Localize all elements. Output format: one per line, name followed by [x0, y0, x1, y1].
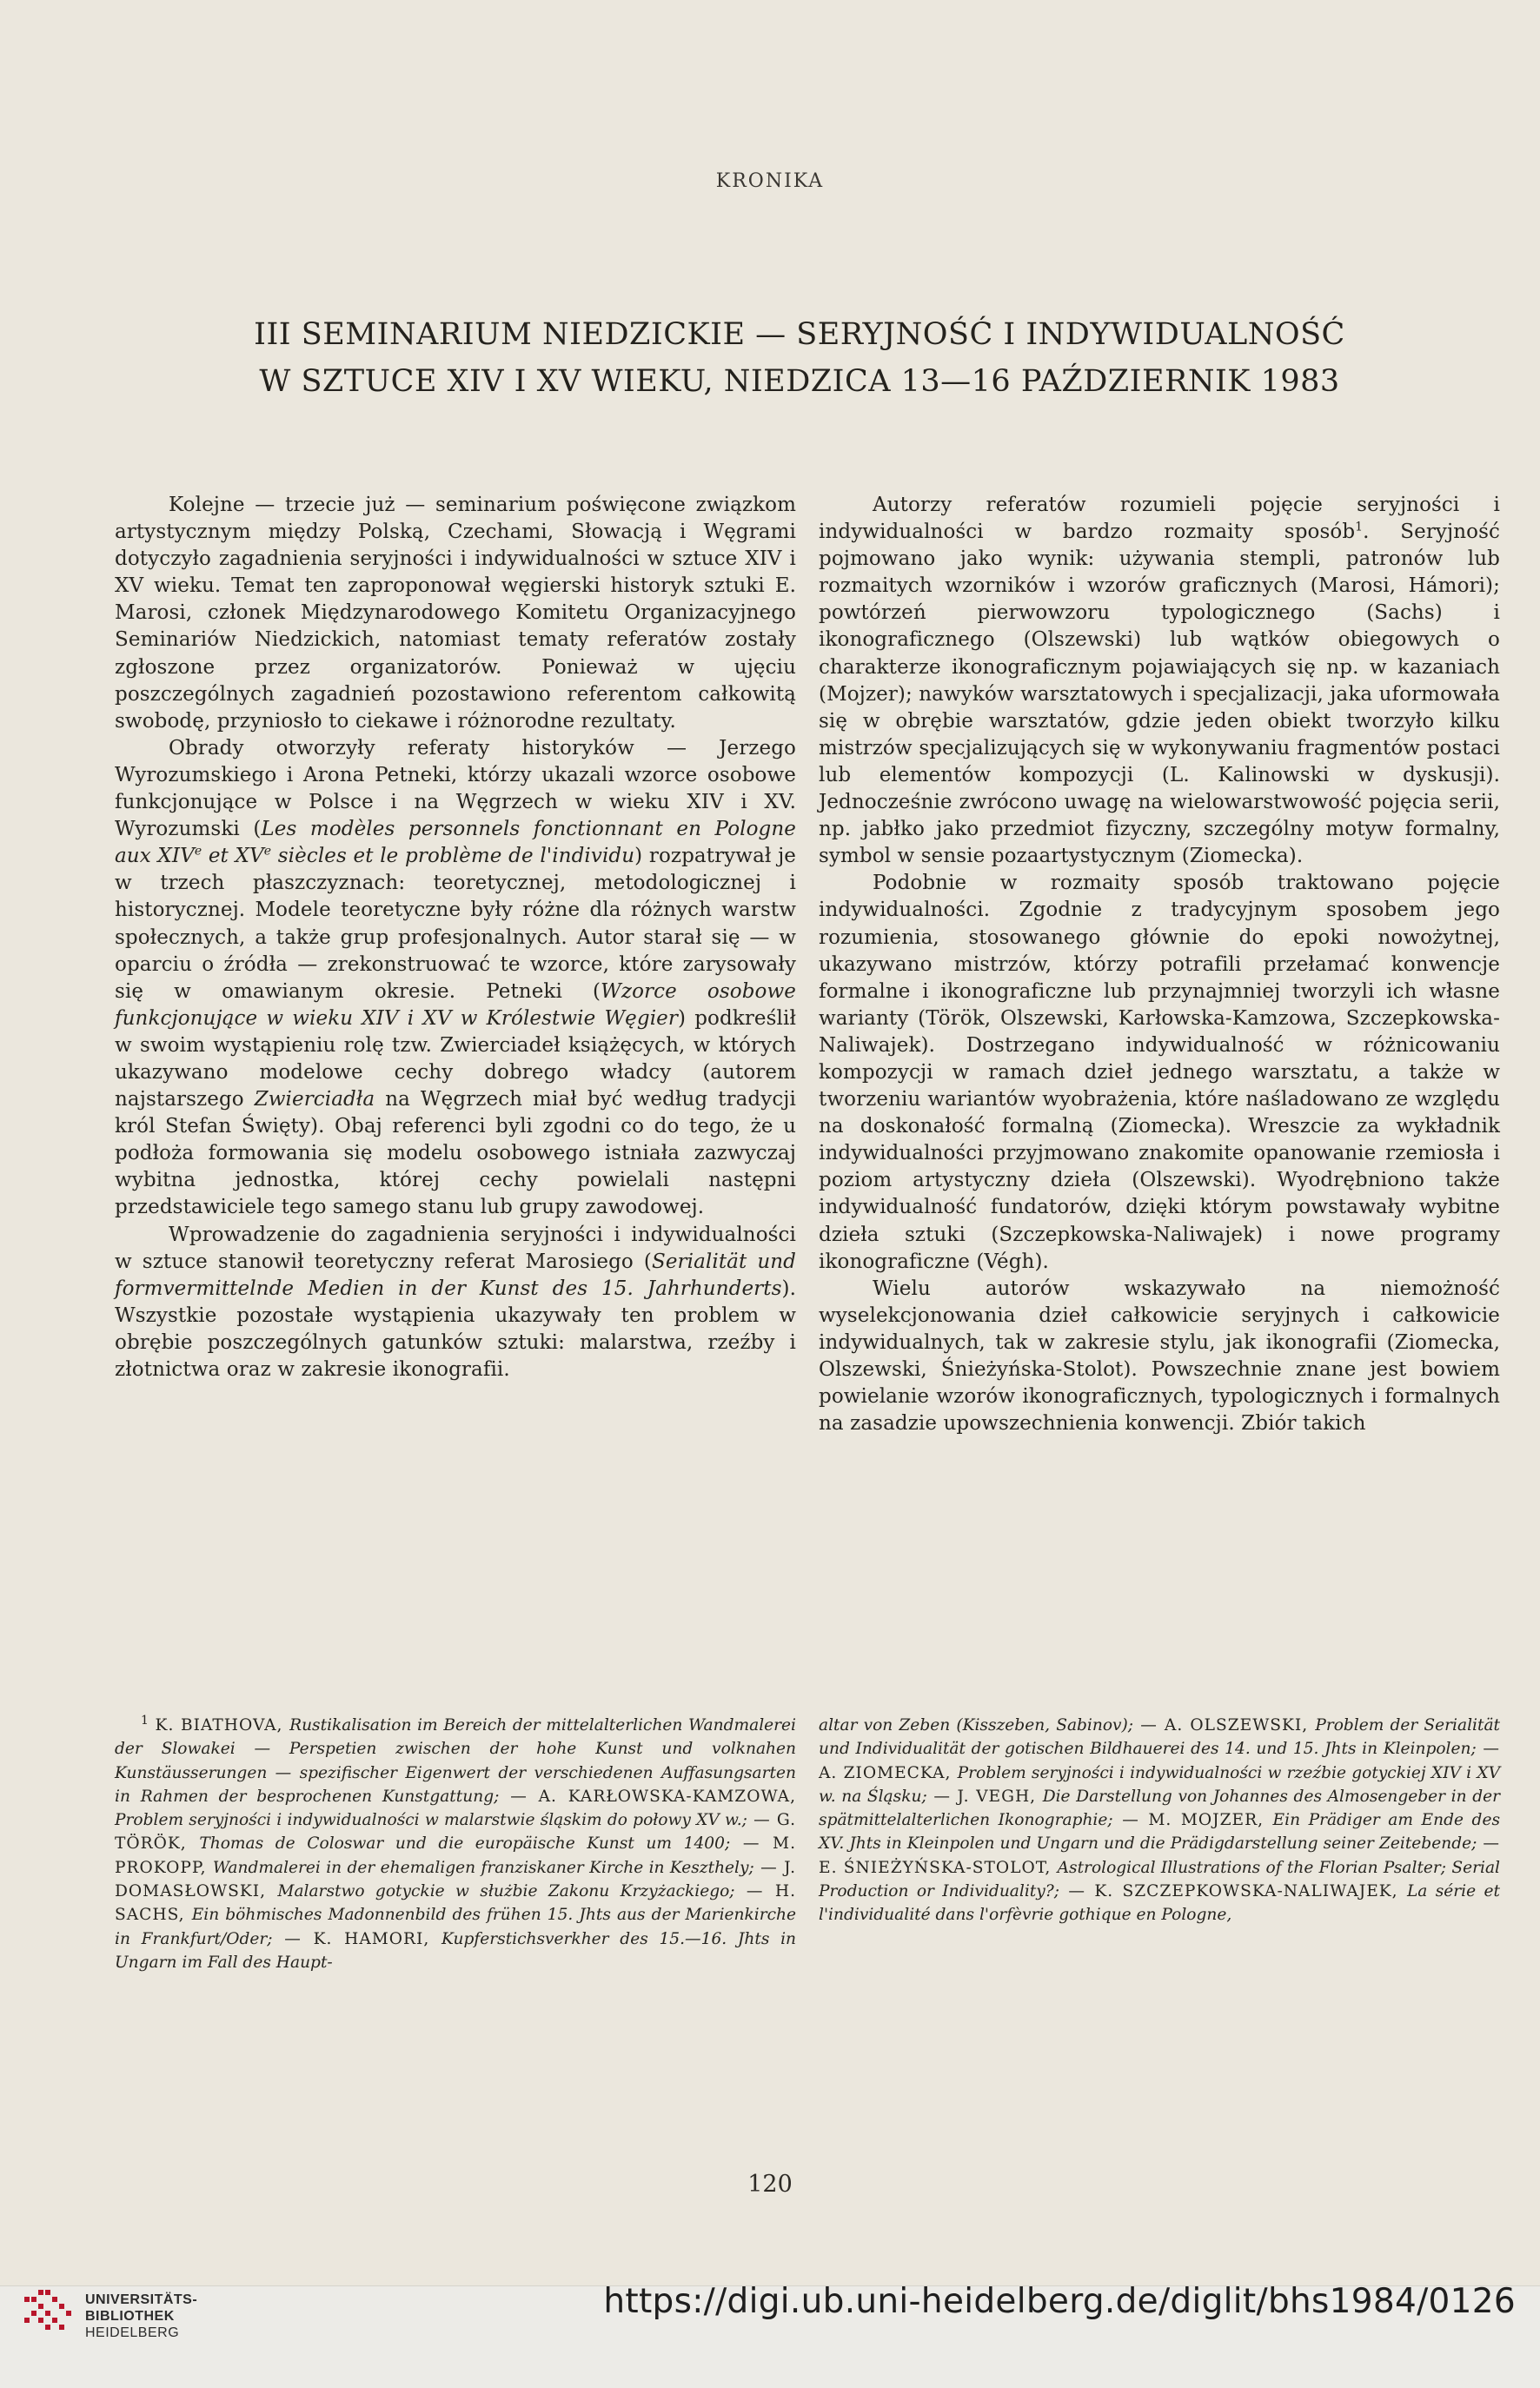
cited-title: Zwierciadła: [254, 1088, 375, 1111]
paragraph: Wprowadzenie do zagadnienia seryjności i indywidualności w sztuce stanowił teoretyczny referat Marosiego (Serialität und formvermittelnde Medien in der Kunst des 15. Jahrhunderts). Wszystkie pozostałe wystąpienia ukazywały ten problem w obrębie poszczególnych gatunków sztuki: malarstwa, rzeźby i złotnictwa oraz w zakresie ikonografii.: [115, 1223, 796, 1381]
source-url[interactable]: https://digi.ub.uni-heidelberg.de/diglit/bhs1984/0126: [603, 2282, 1516, 2321]
cited-title: Serialität und formvermittelnde Medien in der Kunst des 15. Jahrhunderts: [115, 1250, 796, 1300]
title-line-2: W SZTUCE XIV I XV WIEKU, NIEDZICA 13—16 PAŹDZIERNIK 1983: [259, 364, 1340, 399]
paragraph: Podobnie w rozmaity sposób traktowano pojęcie indywidualności. Zgodnie z tradycyjnym sposobem jego rozumienia, stosowanego głównie do epoki nowożytnej, ukazywano mistrzów, którzy potrafili przełamać konwencje formalne i ikonograficzne lub przynajmniej tworzyli ich własne warianty (Török, Olszewski, Karłowska-Kamzowa, Szczepkowska-Naliwajek). Dostrzegano indywidualność w różnicowaniu kompozycji w ramach dzieł jednego warsztatu, a także w tworzeniu wariantów wyobrażenia, które naśladowano ze względu na doskonałość formalną (Ziomecka). Wreszcie za wykładnik indywidualności przyjmowano znakomite opanowanie rzemiosła i poziom artystyczny dzieła (Olszewski). Wyodrębniono także indywidualność fundatorów, dzięki którym powstawały wybitne dzieła sztuki (Szczepkowska-Naliwajek) i nowe programy ikonograficzne (Végh).: [819, 872, 1500, 1273]
running-head: KRONIKA: [715, 170, 825, 192]
footnote-right: altar von Zeben (Kisszeben, Sabinov); — A. OLSZEWSKI, Problem der Serialität und Individualität der gotischen Bildhauerei des 14. und 15. Jhts in Kleinpolen; — A. ZIOMECKA, Problem seryjności i indywidualności w rzeźbie gotyckiej XIV i XV w. na Śląsku; — J. VEGH, Die Darstellung von Johannes des Almosengeber in der spätmittelalterlichen Ikonographie; — M. MOJZER, Ein Prädiger am Ende des XV. Jhts in Kleinpolen und Ungarn und die Prädigdarstellung seiner Zeitebende; — E. ŚNIEŻYŃSKA-STOLOT, Astrological Illustrations of the Florian Psalter; Serial Production or Individuality?; — K. SZCZEPKOWSKA-NALIWAJEK, La série et l'individualité dans l'orfèvrie gothique en Pologne,: [819, 1716, 1501, 1925]
left-column: [115, 492, 796, 1383]
footnote-mark: 1: [141, 1713, 149, 1728]
title-line-1: III SEMINARIUM NIEDZICKIE — SERYJNOŚĆ I INDYWIDUALNOŚĆ: [254, 317, 1345, 352]
heidelberg-library-logo-icon: [23, 2288, 75, 2337]
cited-title: Wzorce osobowe funkcjonujące w wieku XIV i XV w Królestwie Węgier: [115, 979, 796, 1030]
cited-title: Les modèles personnels fonctionnant en Pologne aux XIVe et XVe siècles et le problème de l'individu: [115, 818, 796, 868]
article-title: [130, 311, 1469, 405]
footnote-ref: 1: [1355, 520, 1364, 534]
right-column: [819, 492, 1500, 1437]
library-name: UNIVERSITÄTS- BIBLIOTHEK HEIDELBERG: [85, 2292, 198, 2340]
paragraph: Obrady otworzyły referaty historyków — Jerzego Wyrozumskiego i Arona Petneki, którzy ukazali wzorce osobowe funkcjonujące w Polsce i na Węgrzech w wieku XIV i XV. Wyrozumski (Les modèles personnels fonctionnant en Pologne aux XIVe et XVe siècles et le problème de l'individu) rozpatrywał je w trzech płaszczyznach: teoretycznej, metodologicznej i historycznej. Modele teoretyczne były różne dla różnych warstw społecznych, a także grup profesjonalnych. Autor starał się — w oparciu o źródła — zrekonstruować te wzorce, które zarysowały się w omawianym okresie. Petneki (Wzorce osobowe funkcjonujące w wieku XIV i XV w Królestwie Węgier) podkreślił w swoim wystąpieniu rolę tzw. Zwierciadeł książęcych, w których ukazywano modelowe cechy dobrego władcy (autorem najstarszego Zwierciadła na Węgrzech miał być według tradycji król Stefan Święty). Obaj referenci byli zgodni co do tego, że u podłoża formowania się modelu osobowego istniała zazwyczaj wybitna jednostka, której cechy powielali następni przedstawiciele tego samego stanu lub grupy zawodowej.: [115, 736, 797, 1219]
footnote-left: $^1$ K. BIATHOVA, Rustikalisation im Bereich der mittelalterlichen Wandmalerei der Slowakei — Perspetien zwischen der hohe Kunst und volknahen Kunstäusserungen — spezifischer Eigenwert der verschiedenen Auffasungsarten in Rahmen der besprochenen Kunstgattung; — A. KARŁOWSKA-KAMZOWA, Problem seryjności i indywidualności w malarstwie śląskim do połowy XV w.; — G. TÖRÖK, Thomas de Coloswar und die europäische Kunst um 1400; — M. PROKOPP, Wandmalerei in der ehemaligen franziskaner Kirche in Keszthely; — J. DOMASŁOWSKI, Malarstwo gotyckie w służbie Zakonu Krzyżackiego; — H. SACHS, Ein böhmisches Madonnenbild des frühen 15. Jhts aus der Marienkirche in Frankfurt/Oder; — K. HAMORI, Kupferstichsverkher des 15.—16. Jhts in Ungarn im Fall des Haupt-: [115, 1713, 797, 1972]
paragraph: Kolejne — trzecie już — seminarium poświęcone związkom artystycznym między Polską, Czechami, Słowacją i Węgrami dotyczyło zagadnienia seryjności i indywidualności w sztuce XIV i XV wieku. Temat ten zaproponował węgierski historyk sztuki E. Marosi, członek Międzynarodowego Komitetu Organizacyjnego Seminariów Niedzickich, natomiast tematy referatów zostały zgłoszone przez organizatorów. Ponieważ w ujęciu poszczególnych zagadnień pozostawiono referentom całkowitą swobodę, przyniosło to ciekawe i różnorodne rezultaty.: [115, 494, 796, 733]
paragraph: Autorzy referatów rozumieli pojęcie seryjności i indywidualności w bardzo rozmaity sposób$^1$. Seryjność pojmowano jako wynik: używania stempli, patronów lub rozmaitych wzorników i wzorów graficznych (Marosi, Hámori); powtórzeń pierwowzoru typologicznego (Sachs) i ikonograficznego (Olszewski) lub wątków obiegowych o charakterze ikonograficznym pojawiających się np. w kazaniach (Mojzer); nawyków warsztatowych i specjalizacji, jaka uformowała się w obrębie warsztatów, gdzie jeden obiekt tworzyło kilku mistrzów specjalizujących się w wykonywaniu fragmentów postaci lub elementów kompozycji (L. Kalinowski w dyskusji). Jednocześnie zwrócono uwagę na wielowarstwowość pojęcia serii, np. jabłko jako przedmiot fizyczny, szczególny motyw formalny, symbol w sensie pozaartystycznym (Ziomecka).: [819, 494, 1500, 868]
paragraph: Wielu autorów wskazywało na niemożność wyselekcjonowania dzieł całkowicie seryjnych i całkowicie indywidualnych, tak w zakresie stylu, jak ikonografii (Ziomecka, Olszewski, Śnieżyńska-Stolot). Powszechnie znane jest bowiem powielanie wzorów ikonograficznych, typologicznych i formalnych na zasadzie upowszechnienia konwencji. Zbiór takich: [819, 1277, 1500, 1436]
page-number: 120: [747, 2171, 793, 2198]
